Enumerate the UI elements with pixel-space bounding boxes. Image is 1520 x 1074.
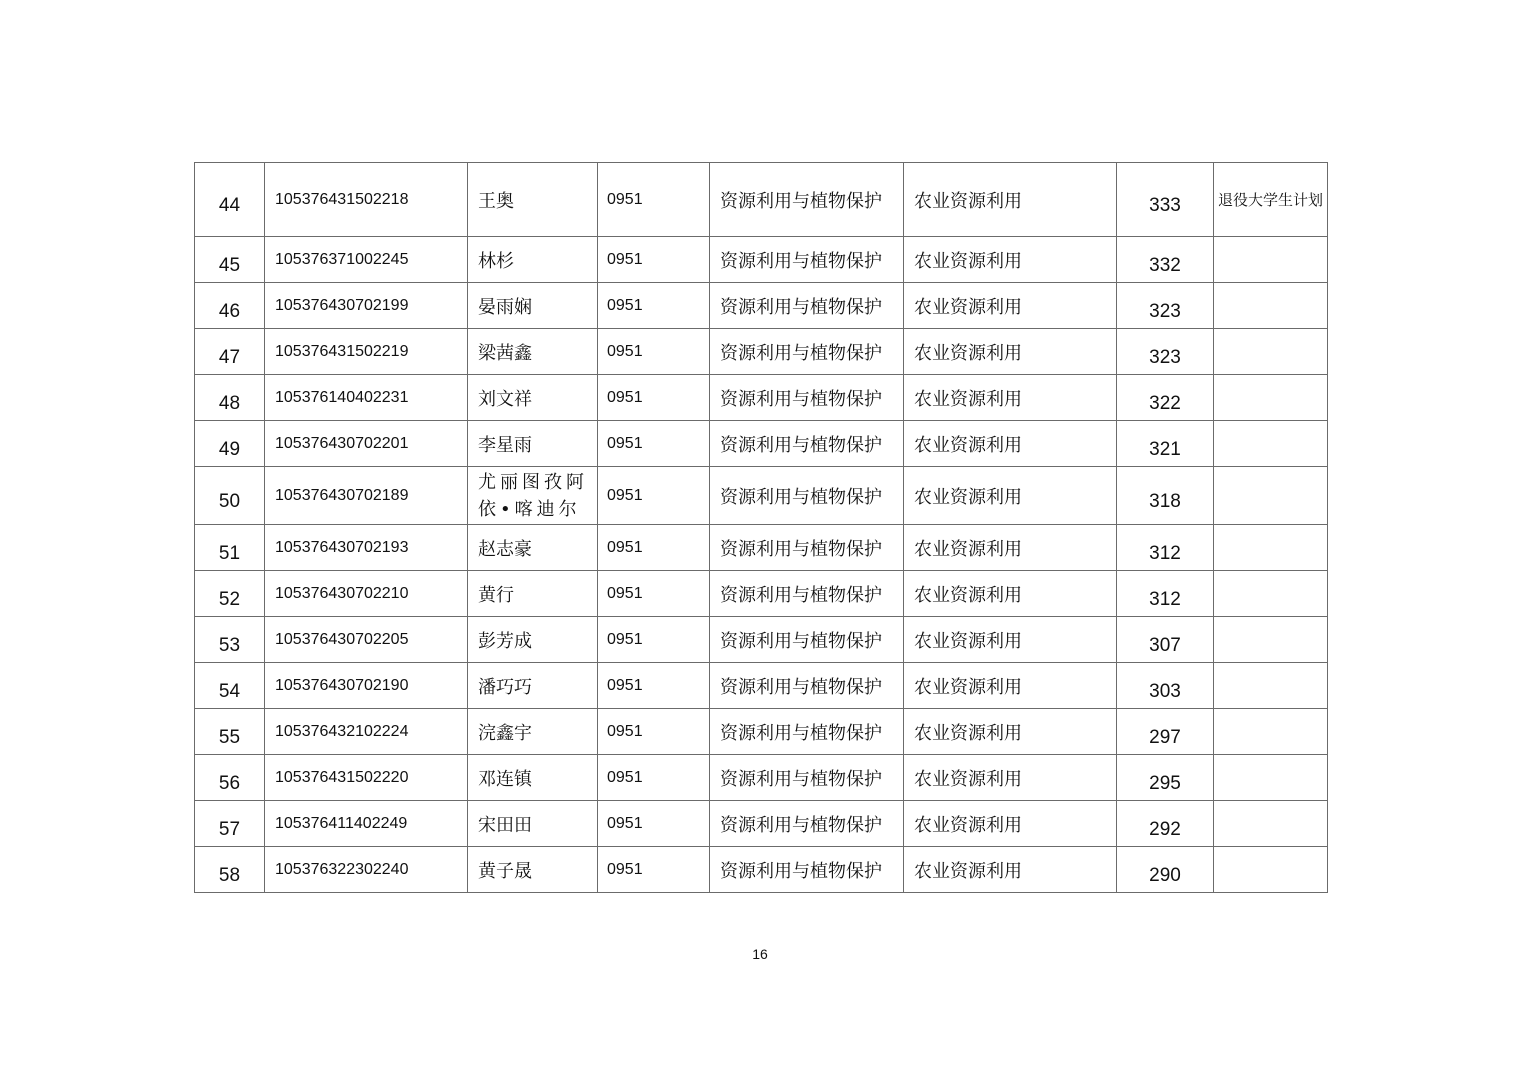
discipline-name-cell: 资源利用与植物保护	[710, 801, 904, 847]
discipline-name-cell: 资源利用与植物保护	[710, 755, 904, 801]
remarks-cell: 退役大学生计划	[1214, 163, 1328, 237]
discipline-name-cell: 资源利用与植物保护	[710, 467, 904, 525]
discipline-name-cell: 资源利用与植物保护	[710, 847, 904, 893]
research-field-cell: 农业资源利用	[904, 847, 1117, 893]
research-field-cell: 农业资源利用	[904, 663, 1117, 709]
candidate-name-cell: 黄行	[468, 571, 598, 617]
discipline-code-cell: 0951	[598, 283, 710, 329]
total-score-cell: 332	[1117, 237, 1214, 283]
discipline-name-cell: 资源利用与植物保护	[710, 421, 904, 467]
candidate-name-cell: 宋田田	[468, 801, 598, 847]
table-row	[195, 709, 1328, 755]
discipline-code-cell: 0951	[598, 421, 710, 467]
research-field-cell: 农业资源利用	[904, 237, 1117, 283]
discipline-code-cell: 0951	[598, 663, 710, 709]
candidate-name-cell: 刘文祥	[468, 375, 598, 421]
remarks-cell	[1214, 525, 1328, 571]
table-row	[195, 525, 1328, 571]
table-row	[195, 163, 1328, 237]
candidate-name-cell: 王奥	[468, 163, 598, 237]
research-field-cell: 农业资源利用	[904, 467, 1117, 525]
total-score-cell: 312	[1117, 525, 1214, 571]
total-score-cell: 321	[1117, 421, 1214, 467]
table-row	[195, 237, 1328, 283]
discipline-code-cell: 0951	[598, 755, 710, 801]
research-field-cell: 农业资源利用	[904, 421, 1117, 467]
row-number: 47	[195, 329, 265, 375]
candidate-name-cell: 尤丽图孜阿依•喀迪尔	[468, 467, 598, 525]
row-number: 50	[195, 467, 265, 525]
row-number: 45	[195, 237, 265, 283]
total-score-cell: 292	[1117, 801, 1214, 847]
exam-id-cell: 105376430702210	[265, 571, 468, 617]
discipline-name-cell: 资源利用与植物保护	[710, 163, 904, 237]
remarks-cell	[1214, 571, 1328, 617]
remarks-cell	[1214, 329, 1328, 375]
discipline-code-cell: 0951	[598, 709, 710, 755]
table-row	[195, 283, 1328, 329]
discipline-code-cell: 0951	[598, 617, 710, 663]
total-score-cell: 322	[1117, 375, 1214, 421]
discipline-name-cell: 资源利用与植物保护	[710, 283, 904, 329]
research-field-cell: 农业资源利用	[904, 375, 1117, 421]
total-score-cell: 303	[1117, 663, 1214, 709]
candidate-name-cell: 邓连镇	[468, 755, 598, 801]
admission-list-table	[194, 162, 1328, 893]
exam-id-cell: 105376431502218	[265, 163, 468, 237]
row-number: 49	[195, 421, 265, 467]
row-number: 44	[195, 163, 265, 237]
row-number: 48	[195, 375, 265, 421]
research-field-cell: 农业资源利用	[904, 283, 1117, 329]
total-score-cell: 323	[1117, 329, 1214, 375]
discipline-name-cell: 资源利用与植物保护	[710, 329, 904, 375]
discipline-name-cell: 资源利用与植物保护	[710, 617, 904, 663]
discipline-name-cell: 资源利用与植物保护	[710, 663, 904, 709]
remarks-cell	[1214, 801, 1328, 847]
exam-id-cell: 105376322302240	[265, 847, 468, 893]
research-field-cell: 农业资源利用	[904, 329, 1117, 375]
exam-id-cell: 105376430702189	[265, 467, 468, 525]
candidate-name-cell: 李星雨	[468, 421, 598, 467]
research-field-cell: 农业资源利用	[904, 709, 1117, 755]
exam-id-cell: 105376430702201	[265, 421, 468, 467]
table-row	[195, 663, 1328, 709]
row-number: 57	[195, 801, 265, 847]
row-number: 56	[195, 755, 265, 801]
candidate-name-cell: 林杉	[468, 237, 598, 283]
research-field-cell: 农业资源利用	[904, 801, 1117, 847]
research-field-cell: 农业资源利用	[904, 163, 1117, 237]
remarks-cell	[1214, 421, 1328, 467]
table-row	[195, 571, 1328, 617]
exam-id-cell: 105376411402249	[265, 801, 468, 847]
total-score-cell: 297	[1117, 709, 1214, 755]
remarks-cell	[1214, 847, 1328, 893]
exam-id-cell: 105376430702199	[265, 283, 468, 329]
discipline-name-cell: 资源利用与植物保护	[710, 709, 904, 755]
total-score-cell: 290	[1117, 847, 1214, 893]
row-number: 53	[195, 617, 265, 663]
exam-id-cell: 105376432102224	[265, 709, 468, 755]
table-row	[195, 375, 1328, 421]
research-field-cell: 农业资源利用	[904, 617, 1117, 663]
exam-id-cell: 105376430702205	[265, 617, 468, 663]
table-row	[195, 847, 1328, 893]
discipline-code-cell: 0951	[598, 375, 710, 421]
row-number: 46	[195, 283, 265, 329]
discipline-name-cell: 资源利用与植物保护	[710, 375, 904, 421]
candidate-name-cell: 浣鑫宇	[468, 709, 598, 755]
row-number: 52	[195, 571, 265, 617]
total-score-cell: 307	[1117, 617, 1214, 663]
discipline-code-cell: 0951	[598, 467, 710, 525]
remarks-cell	[1214, 283, 1328, 329]
table-row	[195, 801, 1328, 847]
total-score-cell: 312	[1117, 571, 1214, 617]
discipline-code-cell: 0951	[598, 847, 710, 893]
total-score-cell: 323	[1117, 283, 1214, 329]
row-number: 58	[195, 847, 265, 893]
research-field-cell: 农业资源利用	[904, 525, 1117, 571]
table-row	[195, 329, 1328, 375]
exam-id-cell: 105376431502220	[265, 755, 468, 801]
table-row	[195, 421, 1328, 467]
discipline-name-cell: 资源利用与植物保护	[710, 525, 904, 571]
candidate-name-cell: 梁茜鑫	[468, 329, 598, 375]
candidate-name-cell: 黄子晟	[468, 847, 598, 893]
remarks-cell	[1214, 237, 1328, 283]
row-number: 54	[195, 663, 265, 709]
discipline-code-cell: 0951	[598, 801, 710, 847]
remarks-cell	[1214, 375, 1328, 421]
remarks-cell	[1214, 617, 1328, 663]
discipline-code-cell: 0951	[598, 163, 710, 237]
remarks-cell	[1214, 467, 1328, 525]
discipline-code-cell: 0951	[598, 525, 710, 571]
total-score-cell: 295	[1117, 755, 1214, 801]
table-body	[195, 163, 1328, 893]
discipline-code-cell: 0951	[598, 571, 710, 617]
exam-id-cell: 105376431502219	[265, 329, 468, 375]
table-row	[195, 755, 1328, 801]
exam-id-cell: 105376140402231	[265, 375, 468, 421]
candidate-name-cell: 彭芳成	[468, 617, 598, 663]
table-row	[195, 467, 1328, 525]
candidate-name-cell: 赵志豪	[468, 525, 598, 571]
research-field-cell: 农业资源利用	[904, 755, 1117, 801]
candidate-name-cell: 晏雨娴	[468, 283, 598, 329]
row-number: 51	[195, 525, 265, 571]
exam-id-cell: 105376371002245	[265, 237, 468, 283]
remarks-cell	[1214, 663, 1328, 709]
discipline-name-cell: 资源利用与植物保护	[710, 571, 904, 617]
research-field-cell: 农业资源利用	[904, 571, 1117, 617]
table-row	[195, 617, 1328, 663]
page-number: 16	[752, 946, 768, 962]
total-score-cell: 333	[1117, 163, 1214, 237]
discipline-code-cell: 0951	[598, 329, 710, 375]
row-number: 55	[195, 709, 265, 755]
remarks-cell	[1214, 755, 1328, 801]
discipline-name-cell: 资源利用与植物保护	[710, 237, 904, 283]
total-score-cell: 318	[1117, 467, 1214, 525]
candidate-name-cell: 潘巧巧	[468, 663, 598, 709]
remarks-cell	[1214, 709, 1328, 755]
discipline-code-cell: 0951	[598, 237, 710, 283]
exam-id-cell: 105376430702193	[265, 525, 468, 571]
exam-id-cell: 105376430702190	[265, 663, 468, 709]
